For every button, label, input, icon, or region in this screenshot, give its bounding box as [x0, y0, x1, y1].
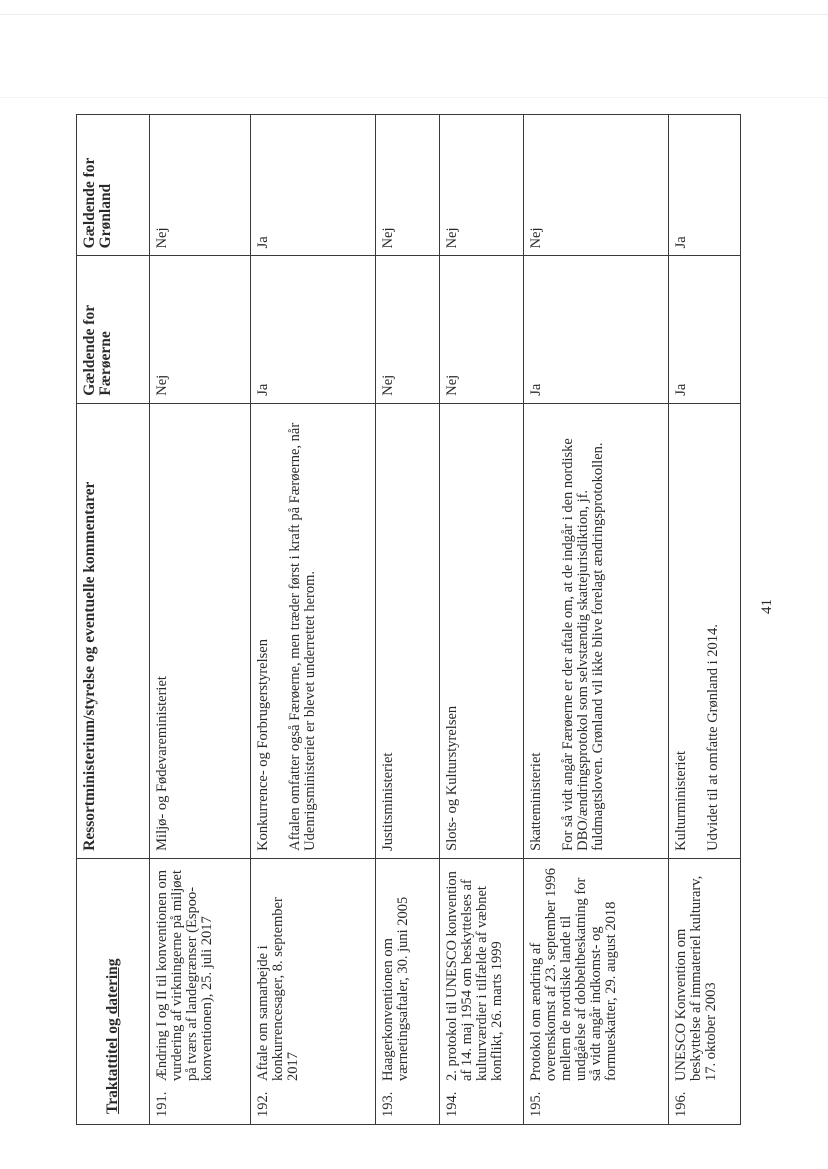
- table-row: [251, 115, 376, 1125]
- greenland-value: Ja: [251, 115, 376, 256]
- table-row: [669, 115, 741, 1125]
- faroe-value: Nej: [440, 256, 524, 403]
- faroe-value: Ja: [669, 256, 741, 403]
- faroe-value: Nej: [376, 256, 440, 403]
- header-title: Traktattitel og datering: [77, 858, 150, 1124]
- row-number: 195.: [528, 1091, 544, 1117]
- greenland-value: Nej: [376, 115, 440, 256]
- treaty-title: 2. protokol til UNESCO konvention af 14. maj 1954 om beskyttelses af kulturværdier i tilfælde af væbnet konflikt, 26. marts 1999: [444, 871, 505, 1081]
- treaty-table-page: [76, 114, 721, 1125]
- table-row: [440, 115, 524, 1125]
- treaty-table: [76, 114, 741, 1125]
- treaty-title-cell: [376, 858, 440, 1124]
- header-faroe: Gældende for Færøerne: [77, 256, 150, 403]
- row-number: 194.: [444, 1091, 460, 1117]
- ministry-name: Skatteministeriet: [528, 752, 544, 851]
- table-header-row: [77, 115, 150, 1125]
- page-number: 41: [759, 599, 775, 614]
- greenland-value: Ja: [669, 115, 741, 256]
- treaty-title: UNESCO Konvention om beskyttelse af immateriel kulturarv, 17. oktober 2003: [673, 875, 719, 1081]
- faroe-value: Ja: [251, 256, 376, 403]
- ministry-name: Justitsministeriet: [380, 752, 396, 851]
- treaty-title: Aftale om samarbejde i konkurrencesager, 8. september 2017: [255, 897, 301, 1081]
- row-number: 192.: [255, 1091, 271, 1117]
- treaty-title: Ændring I og II til konventionen om vurdering af virkningerne på miljøet på tværs af landegrænser (Espoo-konventionen), 25. juli 2017: [154, 869, 215, 1081]
- ministry-comment: Udvidet til at omfatte Grønland i 2014.: [705, 624, 721, 851]
- greenland-value: Nej: [524, 115, 669, 256]
- ministry-cell: [150, 403, 251, 858]
- treaty-title-cell: [440, 858, 524, 1124]
- faroe-value: Ja: [524, 256, 669, 403]
- treaty-title-cell: [524, 858, 669, 1124]
- ministry-name: Slots- og Kulturstyrelsen: [444, 705, 460, 851]
- ministry-comment: For så vidt angår Færøerne er der aftale om, at de indgår i den nordiske DBO/ændringsprotokol som selvstændig skattejurisdiktion, jf. fuldmagtsloven. Grønland vil ikke blive forelagt ændringsprotokollen.: [560, 438, 606, 851]
- ministry-name: Miljø- og Fødevareministeriet: [154, 676, 170, 851]
- treaty-title: Haagerkonventionen om værnetingsaftaler, 30. juni 2005: [380, 896, 411, 1081]
- scan-edge-mid: [0, 97, 828, 98]
- treaty-title-cell: [251, 858, 376, 1124]
- ministry-cell: [524, 403, 669, 858]
- header-ministry: Ressortministerium/styrelse og eventuelle kommentarer: [77, 403, 150, 858]
- ministry-cell: [251, 403, 376, 858]
- treaty-title: Protokol om ændring af overenskomst af 23. september 1996 mellem de nordiske lande til undgåelse af dobbeltbeskatning for så vidt angår indkomst- og formueskatter, 29. august 2018: [528, 867, 619, 1081]
- ministry-cell: [669, 403, 741, 858]
- ministry-comment: Aftalen omfatter også Færøerne, men træder først i kraft på Færøerne, når Udenrigsministeriet er blevet underrettet herom.: [287, 422, 318, 851]
- treaty-title-cell: [669, 858, 741, 1124]
- row-number: 191.: [154, 1091, 170, 1117]
- ministry-cell: [440, 403, 524, 858]
- table-row: [150, 115, 251, 1125]
- greenland-value: Nej: [440, 115, 524, 256]
- header-greenland: Gældende for Grønland: [77, 115, 150, 256]
- treaty-title-cell: [150, 858, 251, 1124]
- scan-edge-top: [0, 14, 828, 15]
- row-number: 196.: [673, 1091, 689, 1117]
- ministry-name: Konkurrence- og Forbrugerstyrelsen: [255, 639, 271, 851]
- row-number: 193.: [380, 1091, 396, 1117]
- faroe-value: Nej: [150, 256, 251, 403]
- table-row: [524, 115, 669, 1125]
- greenland-value: Nej: [150, 115, 251, 256]
- ministry-cell: [376, 403, 440, 858]
- table-row: [376, 115, 440, 1125]
- ministry-name: Kulturministeriet: [673, 750, 689, 851]
